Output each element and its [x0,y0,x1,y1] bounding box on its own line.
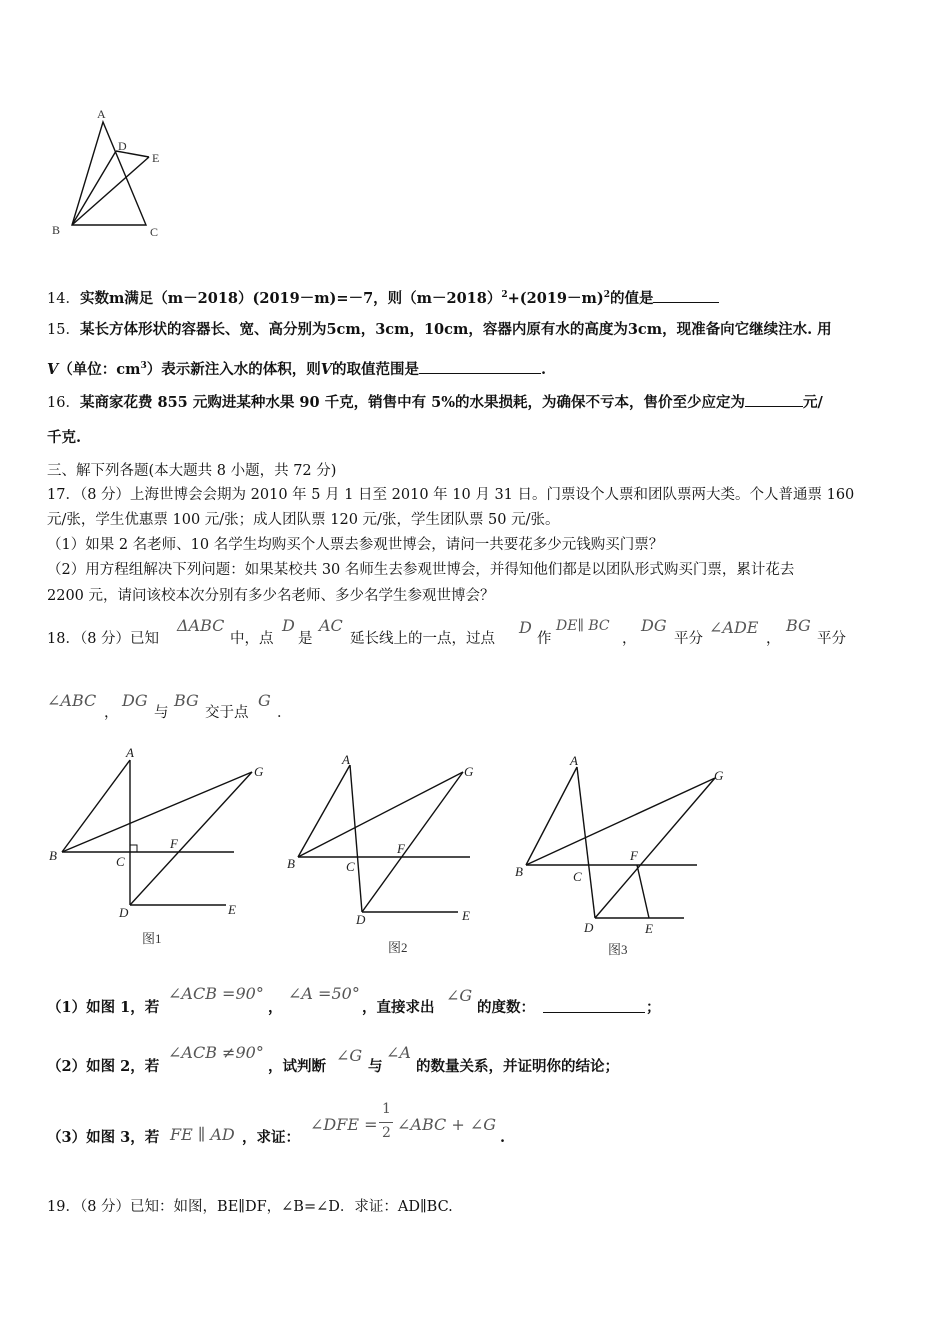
question-17-part1: （1）如果 2 名老师、10 名学生均购买个人票去参观世博会，请问一共要花多少元钱购买门票？ [47,537,664,553]
triangle-figure-q13 [40,100,180,245]
label-A: A [97,107,106,121]
svg-text:A: A [126,745,134,760]
svg-text:E: E [645,921,653,936]
caption-figure-3: 图3 [608,942,628,957]
svg-text:C: C [573,869,582,884]
answer-blank-16[interactable] [745,392,803,407]
section-3-title: 三、解下列各题(本大题共 8 小题，共 72 分) [47,463,337,479]
svg-text:C: C [346,859,355,874]
figure-1 [49,745,264,946]
label-D: D [118,139,127,153]
svg-text:B: B [515,864,523,879]
question-14: 14．实数m满足（m－2018）(2019－m)=－7，则$(m-2018)^2+(2019-m)^2$的值是 [47,285,719,309]
question-17-line2: 元/张，学生优惠票 100 元/张；成人团队票 120 元/张，学生团队票 50 元/张。 [47,512,560,528]
svg-text:E: E [228,902,236,917]
label-E: E [152,151,160,165]
caption-figure-1: 图1 [142,931,162,946]
question-15-line2: V（单位：$cm^3$）表示新注入水的体积，则V的取值范围是 . [47,360,547,378]
svg-text:D: D [356,912,366,927]
question-17-part2b: 2200 元，请问该校本次分别有多少名老师、多少名学生参观世博会？ [47,588,495,604]
figure-2 [287,752,474,955]
answer-blank-14[interactable] [653,288,719,303]
svg-text:E: E [462,908,470,923]
label-C: C [150,225,159,239]
svg-text:F: F [397,841,405,856]
svg-text:G: G [464,764,474,779]
caption-figure-2: 图2 [388,940,408,955]
svg-text:F: F [630,848,638,863]
question-16-line2: 千克. [47,429,82,446]
svg-text:A: A [342,752,350,767]
answer-blank-15[interactable] [419,359,541,374]
question-16-line1: 16．某商家花费 855 元购进某种水果 90 千克，销售中有 5%的水果损耗，为确保不亏本，售价至少应定为 元/ [47,394,823,411]
answer-blank-18-1[interactable] [543,998,645,1013]
svg-text:B: B [49,848,57,863]
svg-text:C: C [116,854,125,869]
question-15-line1: 15．某长方体形状的容器长、宽、高分别为5cm，3cm，10cm，容器内原有水的高度为3cm，现准备向它继续注水. 用 [47,321,832,338]
svg-text:F: F [170,836,178,851]
svg-text:B: B [287,856,295,871]
figures-q18 [40,740,740,965]
svg-text:D: D [119,905,129,920]
svg-text:D: D [584,920,594,935]
figure-3 [515,753,724,957]
label-B: B [52,223,61,237]
question-19: 19．（8 分）已知：如图，BE∥DF，∠B=∠D．求证：AD∥BC. [47,1199,453,1215]
svg-text:A: A [570,753,578,768]
question-17-part2a: （2）用方程组解决下列问题：如果某校共 30 名师生去参观世博会，并得知他们都是以团队形式购买门票，累计花去 [47,562,795,578]
svg-text:G: G [254,764,264,779]
svg-text:G: G [714,768,724,783]
question-17-line1: 17．（8 分）上海世博会会期为 2010 年 5 月 1 日至 2010 年 10 月 31 日。门票设个人票和团队票两大类。个人普通票 160 [47,487,855,503]
